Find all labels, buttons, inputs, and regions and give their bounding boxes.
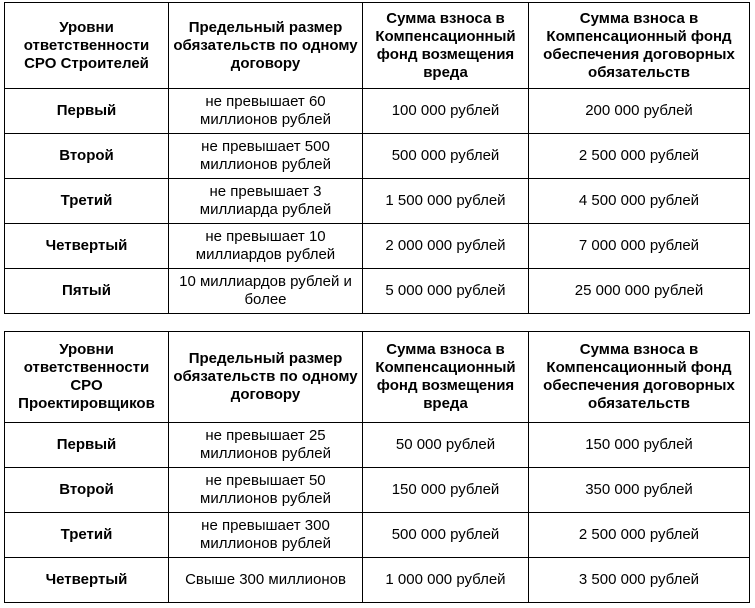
level-cell: Второй xyxy=(5,468,169,513)
table-row xyxy=(5,224,750,269)
header-limit: Предельный размер обязательств по одному договору xyxy=(169,332,363,423)
damage-fund-cell: 1 000 000 рублей xyxy=(363,558,529,603)
level-cell: Третий xyxy=(5,179,169,224)
level-cell: Четвертый xyxy=(5,558,169,603)
damage-fund-cell: 100 000 рублей xyxy=(363,89,529,134)
contract-fund-cell: 4 500 000 рублей xyxy=(529,179,750,224)
table-row xyxy=(5,558,750,603)
limit-cell: не превышает 50 миллионов рублей xyxy=(169,468,363,513)
table-row xyxy=(5,134,750,179)
contract-fund-cell: 150 000 рублей xyxy=(529,423,750,468)
limit-cell: не превышает 3 миллиарда рублей xyxy=(169,179,363,224)
header-contract-fund: Сумма взноса в Компенсационный фонд обеспечения договорных обязательств xyxy=(529,3,750,89)
contract-fund-cell: 2 500 000 рублей xyxy=(529,513,750,558)
damage-fund-cell: 1 500 000 рублей xyxy=(363,179,529,224)
header-damage-fund: Сумма взноса в Компенсационный фонд возмещения вреда xyxy=(363,3,529,89)
table-row xyxy=(5,269,750,314)
contract-fund-cell: 200 000 рублей xyxy=(529,89,750,134)
table-row xyxy=(5,89,750,134)
header-contract-fund: Сумма взноса в Компенсационный фонд обеспечения договорных обязательств xyxy=(529,332,750,423)
level-cell: Четвертый xyxy=(5,224,169,269)
limit-cell: не превышает 300 миллионов рублей xyxy=(169,513,363,558)
limit-cell: не превышает 10 миллиардов рублей xyxy=(169,224,363,269)
limit-cell: не превышает 25 миллионов рублей xyxy=(169,423,363,468)
table-row xyxy=(5,179,750,224)
contract-fund-cell: 7 000 000 рублей xyxy=(529,224,750,269)
damage-fund-cell: 5 000 000 рублей xyxy=(363,269,529,314)
level-cell: Пятый xyxy=(5,269,169,314)
level-cell: Третий xyxy=(5,513,169,558)
limit-cell: не превышает 60 миллионов рублей xyxy=(169,89,363,134)
limit-cell: Свыше 300 миллионов xyxy=(169,558,363,603)
table-header-row xyxy=(5,3,750,89)
table-header-row xyxy=(5,332,750,423)
level-cell: Первый xyxy=(5,423,169,468)
contract-fund-cell: 3 500 000 рублей xyxy=(529,558,750,603)
limit-cell: не превышает 500 миллионов рублей xyxy=(169,134,363,179)
contract-fund-cell: 25 000 000 рублей xyxy=(529,269,750,314)
header-damage-fund: Сумма взноса в Компенсационный фонд возмещения вреда xyxy=(363,332,529,423)
table-row xyxy=(5,468,750,513)
level-cell: Второй xyxy=(5,134,169,179)
builders-table xyxy=(4,2,750,314)
damage-fund-cell: 50 000 рублей xyxy=(363,423,529,468)
header-limit: Предельный размер обязательств по одному договору xyxy=(169,3,363,89)
limit-cell: 10 миллиардов рублей и более xyxy=(169,269,363,314)
designers-table xyxy=(4,331,750,603)
contract-fund-cell: 2 500 000 рублей xyxy=(529,134,750,179)
level-cell: Первый xyxy=(5,89,169,134)
damage-fund-cell: 500 000 рублей xyxy=(363,134,529,179)
damage-fund-cell: 500 000 рублей xyxy=(363,513,529,558)
damage-fund-cell: 2 000 000 рублей xyxy=(363,224,529,269)
damage-fund-cell: 150 000 рублей xyxy=(363,468,529,513)
header-levels: Уровни ответственности СРО Строителей xyxy=(5,3,169,89)
header-levels: Уровни ответственности СРО Проектировщиков xyxy=(5,332,169,423)
table-row xyxy=(5,423,750,468)
contract-fund-cell: 350 000 рублей xyxy=(529,468,750,513)
table-row xyxy=(5,513,750,558)
